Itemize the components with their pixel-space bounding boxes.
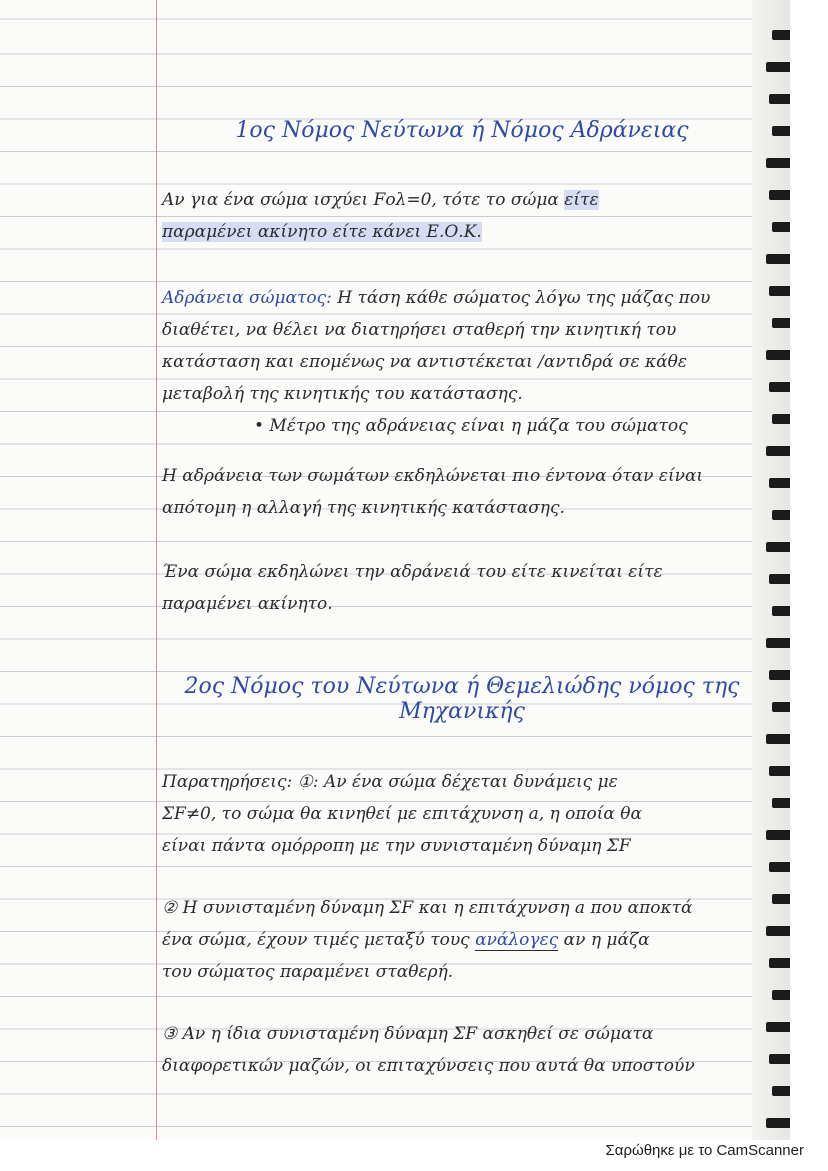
binding-hole: [772, 606, 790, 616]
observation-1: [162, 766, 762, 862]
obs3-line-1: ③ Αν η ίδια συνισταμένη δύναμη ΣF ασκηθεί σε σώματα: [162, 1024, 654, 1044]
margin-line: [156, 0, 157, 1140]
inertia-term: Αδράνεια σώματος:: [162, 288, 332, 308]
obs2-line-1: ② Η συνισταμένη δύναμη ΣF και η επιτάχυνση a που αποκτά: [162, 898, 693, 918]
binding-hole: [769, 286, 790, 296]
paragraph-2: [162, 460, 762, 524]
para2-line-2: απότομη η αλλαγή της κινητικής κατάστασης.: [162, 498, 565, 518]
binding-hole: [766, 734, 790, 744]
binding-hole: [772, 1086, 790, 1096]
inertia-line-2: διαθέτει, να θέλει να διατηρήσει σταθερή την κινητική του: [162, 320, 677, 340]
binding-hole: [766, 638, 790, 648]
binding-hole: [772, 222, 790, 232]
binding-hole: [769, 1054, 790, 1064]
binding-hole: [772, 990, 790, 1000]
inertia-line-3: κατάσταση και επομένως να αντιστέκεται /αντιδρά σε κάθε: [162, 352, 688, 372]
binding-hole: [769, 862, 790, 872]
binding-hole: [769, 766, 790, 776]
statement-line-2: παραμένει ακίνητο είτε κάνει Ε.Ο.Κ.: [162, 222, 482, 242]
binding-hole: [769, 190, 790, 200]
obs2-line-2-a: ένα σώμα, έχουν τιμές μεταξύ τους: [162, 930, 476, 950]
binding-hole: [769, 382, 790, 392]
obs1-line-3: είναι πάντα ομόρροπη με την συνισταμένη δύναμη ΣF: [162, 836, 631, 856]
inertia-line-1: [162, 282, 762, 314]
binding-hole: [772, 510, 790, 520]
section2-title-line-1: 2ος Νόμος του Νεύτωνα ή Θεμελιώδης νόμος της: [184, 674, 740, 699]
observation-3: [162, 1018, 762, 1082]
binding-hole: [766, 350, 790, 360]
binding-hole: [772, 318, 790, 328]
statement-line-1: [162, 184, 762, 216]
section2-title: [162, 674, 762, 724]
law1-statement: [162, 184, 762, 248]
binding-hole: [769, 574, 790, 584]
observation-2: [162, 892, 762, 988]
inertia-line-4: μεταβολή της κινητικής του κατάστασης.: [162, 384, 523, 404]
binding-hole: [772, 126, 790, 136]
camscanner-caption: Σαρώθηκε με το CamScanner: [605, 1142, 804, 1159]
binding-hole: [772, 30, 790, 40]
obs2-line-2-c: αν η μάζα: [558, 930, 650, 950]
binding-hole: [772, 414, 790, 424]
binding-hole: [766, 830, 790, 840]
para3-line-2: παραμένει ακίνητο.: [162, 594, 333, 614]
binding-hole: [772, 702, 790, 712]
statement-line-1-text: Αν για ένα σώμα ισχύει Fολ=0, τότε το σώμα: [162, 190, 565, 210]
inertia-definition: [162, 282, 762, 442]
binding-hole: [766, 62, 790, 72]
section1-title: 1ος Νόμος Νεύτωνα ή Νόμος Αδράνειας: [235, 118, 689, 143]
binding-hole: [772, 894, 790, 904]
obs2-proportional: ανάλογες: [475, 930, 559, 950]
binding-hole: [766, 926, 790, 936]
section2-title-line-2: Μηχανικής: [399, 699, 525, 724]
binding-hole: [769, 94, 790, 104]
binding-hole: [766, 1022, 790, 1032]
binding-hole: [766, 1118, 790, 1128]
obs1-line-1: Παρατηρήσεις: ①: Αν ένα σώμα δέχεται δυνάμεις με: [162, 772, 618, 792]
obs1-line-2: ΣF≠0, το σώμα θα κινηθεί με επιτάχυνση a, η οποία θα: [162, 804, 643, 824]
inertia-bullet: • Μέτρο της αδράνειας είναι η μάζα του σώματος: [254, 416, 688, 436]
para2-line-1: Η αδράνεια των σωμάτων εκδηλώνεται πιο έντονα όταν είναι: [162, 466, 704, 486]
binding-hole: [769, 958, 790, 968]
binding-hole: [766, 542, 790, 552]
obs2-line-3: του σώματος παραμένει σταθερή.: [162, 962, 454, 982]
inertia-line-1-text: Η τάση κάθε σώματος λόγω της μάζας που: [331, 288, 711, 308]
para3-line-1: Ένα σώμα εκδηλώνει την αδράνειά του είτε κινείται είτε: [162, 562, 663, 582]
binding-hole: [766, 446, 790, 456]
statement-highlight: είτε: [564, 190, 599, 210]
obs3-line-2: διαφορετικών μαζών, οι επιταχύνσεις που αυτά θα υποστούν: [162, 1056, 695, 1076]
binding-hole: [769, 478, 790, 488]
paragraph-3: [162, 556, 762, 620]
binding-hole: [766, 254, 790, 264]
binding-hole: [769, 670, 790, 680]
obs2-line-2: [162, 924, 762, 956]
binding-hole: [766, 158, 790, 168]
binding-hole: [772, 798, 790, 808]
